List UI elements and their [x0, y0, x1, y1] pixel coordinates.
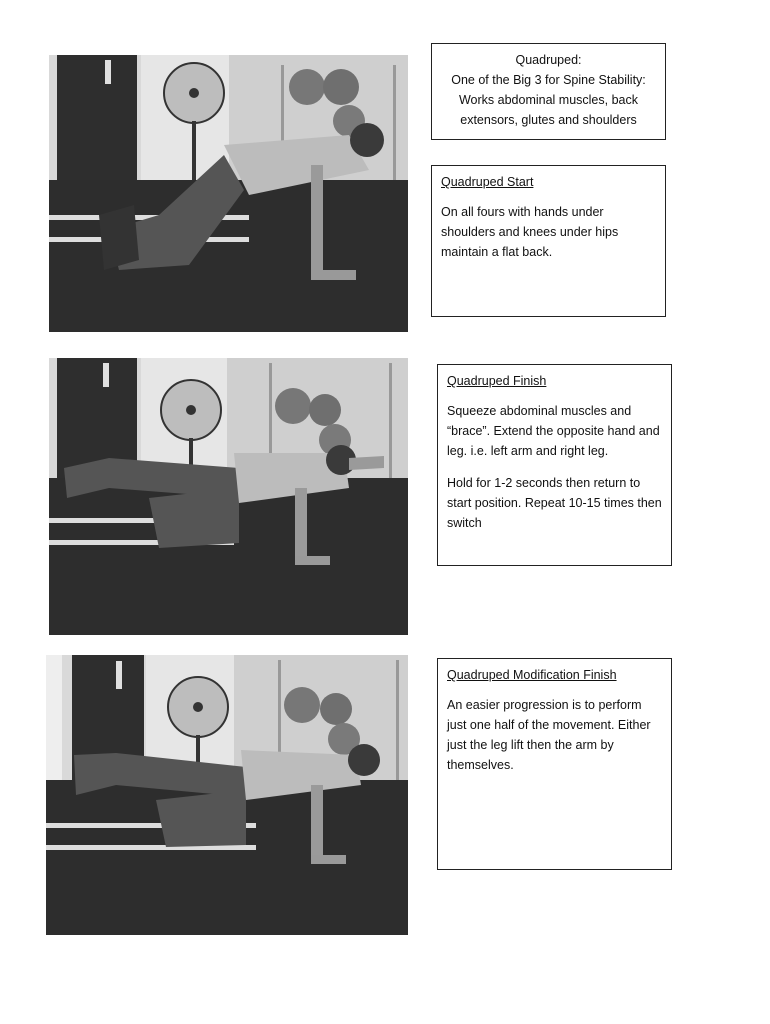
intro-line-4: extensors, glutes and shoulders: [460, 113, 637, 127]
intro-line-2: One of the Big 3 for Spine Stability:: [451, 73, 646, 87]
quadruped-modification-box: [437, 658, 672, 870]
quadruped-finish-text-1: Squeeze abdominal muscles and “brace”. Extend the opposite hand and leg. i.e. left arm and right leg.: [447, 404, 660, 458]
intro-line-1: Quadruped:: [515, 53, 582, 67]
quadruped-start-text: On all fours with hands under shoulders and knees under hips maintain a flat back.: [441, 205, 619, 259]
intro-box: [431, 43, 666, 140]
intro-line-3: Works abdominal muscles, back: [458, 93, 638, 107]
quadruped-start-title: Quadruped Start: [441, 175, 534, 189]
quadruped-finish-box: [437, 364, 672, 566]
quadruped-modification-photo: [46, 655, 408, 935]
quadruped-finish-title: Quadruped Finish: [447, 374, 547, 388]
quadruped-finish-photo: [49, 358, 408, 635]
quadruped-finish-text-2: Hold for 1-2 seconds then return to start position. Repeat 10-15 times then switch: [447, 476, 662, 530]
quadruped-start-photo: [49, 55, 408, 332]
quadruped-modification-text: An easier progression is to perform just one half of the movement. Either just the leg lift then the arm by themselves.: [447, 698, 651, 772]
quadruped-start-box: [431, 165, 666, 317]
quadruped-modification-title: Quadruped Modification Finish: [447, 668, 617, 682]
